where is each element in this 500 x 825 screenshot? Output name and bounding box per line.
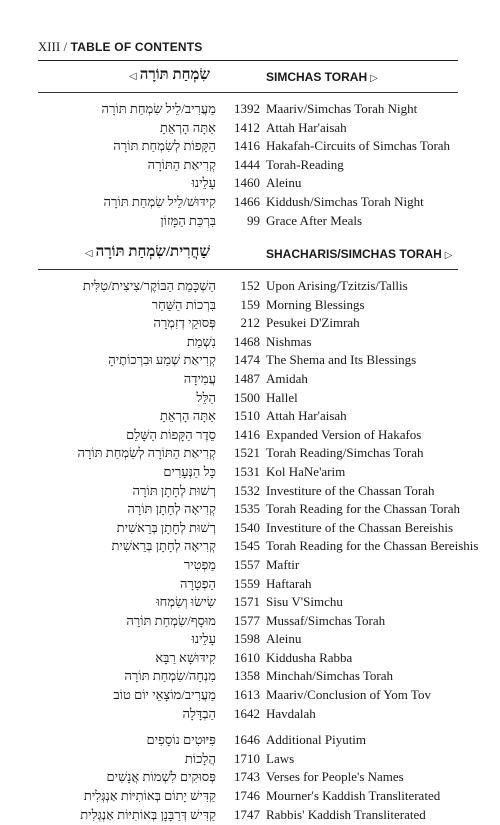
toc-entry <box>38 371 458 390</box>
ornament-triangle-icon: ▷ <box>444 250 453 261</box>
section-title-english-text: SHACHARIS/SIMCHAS TORAH <box>266 247 442 261</box>
toc-entry-english: Torah Reading for the Chassan Torah <box>266 501 460 517</box>
toc-entry-hebrew: מַעֲרִיב/מוֹצָאֵי יוֹם טוֹב <box>113 687 216 703</box>
toc-entry <box>38 576 458 595</box>
toc-entry-hebrew: אַתָּה הָרְאֵתָ <box>159 119 216 135</box>
toc-entry-english: Aleinu <box>266 175 302 191</box>
toc-entry-hebrew: קְרִיאַת שְׁמַע וּבִרְכוֹתֶיהָ <box>108 352 216 368</box>
toc-entry-english: Torah Reading for the Chassan Bereishis <box>266 538 479 554</box>
toc-entry-english: Hallel <box>266 389 298 405</box>
toc-entry-hebrew: בִּרְכַּת הַמָּזוֹן <box>160 212 216 228</box>
page-header <box>38 40 203 55</box>
toc-entry-page: 1468 <box>234 333 260 349</box>
toc-entry-page: 1510 <box>234 408 260 424</box>
toc-entry-page: 1646 <box>234 732 260 748</box>
toc-entry-page: 1613 <box>234 687 260 703</box>
toc-entry-page: 1598 <box>234 631 260 647</box>
toc-entry-page: 1642 <box>234 705 260 721</box>
toc-entry <box>38 483 458 502</box>
toc-entry-page: 1747 <box>234 806 260 822</box>
toc-entry-page: 99 <box>247 212 260 228</box>
toc-entry-hebrew: מַעֲרִיב/לֵיל שִׂמְחַת תּוֹרָה <box>101 101 216 116</box>
toc-entry-hebrew: נִשְׁמַת <box>186 333 216 349</box>
toc-entry-english: Minchah/Simchas Torah <box>266 668 394 684</box>
toc-entry-hebrew: רְשׁוּת לְחָתָן בְּרֵאשִׁית <box>116 519 216 535</box>
section-title-english <box>266 70 381 84</box>
toc-entry-english: Maftir <box>266 556 300 572</box>
toc-entry-hebrew: עֲמִידָה <box>183 370 216 386</box>
section-title-hebrew <box>126 67 210 84</box>
toc-entry-english: Amidah <box>266 370 308 386</box>
toc-entry-page: 152 <box>240 278 260 293</box>
toc-entry-english: Mussaf/Simchas Torah <box>266 612 386 628</box>
toc-entry <box>38 538 479 557</box>
toc-entry-english: Mourner's Kaddish Transliterated <box>266 788 441 804</box>
toc-entry-english: Verses for People's Names <box>266 769 404 785</box>
toc-entry <box>38 687 458 706</box>
toc-entry-page: 1466 <box>234 193 260 209</box>
toc-entry-english: Grace After Meals <box>266 212 363 228</box>
toc-entry <box>38 732 458 751</box>
toc-entry-english: Kiddusha Rabba <box>266 649 353 665</box>
page-title: TABLE OF CONTENTS <box>70 40 203 54</box>
toc-entry-english: Attah Har'aisah <box>266 408 347 424</box>
toc-entry-page: 1416 <box>234 138 260 154</box>
toc-entry-hebrew: קְרִיאָה לְחָתָן תּוֹרָה <box>127 501 216 517</box>
toc-entry <box>38 769 458 788</box>
toc-entry-hebrew: מַפְטִיר <box>183 556 216 572</box>
toc-entry <box>38 194 458 213</box>
toc-entry-english: Havdalah <box>266 705 316 721</box>
toc-entry-english: Maariv/Simchas Torah Night <box>266 101 418 116</box>
toc-entry-hebrew: מוּסָף/שִׂמְחַת תּוֹרָה <box>126 612 216 628</box>
toc-entry-hebrew: סֵדֶר הַקָּפוֹת הַשָּׁלֵם <box>126 426 216 442</box>
section-simchas-torah <box>38 66 458 231</box>
toc-entry-hebrew: עָלֵינוּ <box>191 175 216 191</box>
toc-entry <box>38 594 458 613</box>
toc-entry-hebrew: קְרִיאָה לְחָתָן בְּרֵאשִׁית <box>111 538 216 554</box>
toc-entry-page: 1577 <box>234 612 260 628</box>
toc-entry-hebrew: בִּרְכוֹת הַשַּׁחַר <box>151 296 216 312</box>
toc-entry-hebrew: מִנְחָה/שִׂמְחַת תּוֹרָה <box>124 668 216 684</box>
toc-entry <box>38 751 458 770</box>
toc-entry-hebrew: הַבְדָּלָה <box>182 705 216 721</box>
toc-entry <box>38 650 458 669</box>
toc-entry-hebrew: כָּל הַנְּעָרִים <box>163 463 216 479</box>
toc-entry <box>38 631 458 650</box>
toc-entry-page: 1540 <box>234 519 260 535</box>
toc-entry-page: 1444 <box>234 156 260 172</box>
toc-entry-hebrew: קִידּוּשָׁא רַבָּא <box>155 649 216 665</box>
toc-entry-page: 1532 <box>234 482 260 498</box>
toc-entry-hebrew: הַקָּפוֹת לְשִׂמְחַת תּוֹרָה <box>113 138 216 154</box>
toc-list <box>38 101 458 231</box>
toc-entry-english: Pesukei D'Zimrah <box>266 315 360 331</box>
section-rule <box>38 92 458 93</box>
toc-entry <box>38 297 458 316</box>
section-rule <box>38 269 458 270</box>
toc-entry-english: Sisu V'Simchu <box>266 594 343 610</box>
toc-entry-page: 1743 <box>234 769 260 785</box>
toc-entry-page: 1559 <box>234 575 260 591</box>
header-rule <box>38 60 458 61</box>
toc-entry-english: Torah Reading/Simchas Torah <box>266 445 424 461</box>
toc-entry <box>38 175 458 194</box>
toc-entry <box>38 557 458 576</box>
toc-entry-page: 1460 <box>234 175 260 191</box>
section-title-hebrew-text: שַׁחֲרִית/שִׂמְחַת תּוֹרָה <box>95 244 210 260</box>
toc-entry <box>38 445 458 464</box>
toc-entry-english: Expanded Version of Hakafos <box>266 426 422 442</box>
section-title-row <box>38 243 458 267</box>
toc-entry <box>38 807 458 825</box>
toc-entry-page: 1535 <box>234 501 260 517</box>
toc-entry <box>38 464 458 483</box>
toc-entry-english: Torah-Reading <box>266 156 344 172</box>
toc-entry-english: Investiture of the Chassan Torah <box>266 482 435 498</box>
toc-entry <box>38 157 458 176</box>
toc-entry-hebrew: פִּיּוּטִים נוֹסָפִים <box>146 732 216 748</box>
toc-entry-hebrew: פְּסוּקֵי דְזִמְרָה <box>153 315 216 331</box>
toc-entry-english: Nishmas <box>266 333 312 349</box>
section-title-hebrew <box>82 244 210 261</box>
toc-entry-english: Attah Har'aisah <box>266 119 347 135</box>
toc-entry-page: 1610 <box>234 649 260 665</box>
toc-entry-english: Rabbis' Kaddish Transliterated <box>266 806 426 822</box>
list-spacer <box>38 724 458 732</box>
toc-entry-hebrew: הַשְׁכָּמַת הַבּוֹקֶר/צִיצִית/טַלִּית <box>82 278 216 293</box>
toc-entry-hebrew: הַפְטָרָה <box>179 575 216 591</box>
toc-entry-page: 1521 <box>234 445 260 461</box>
toc-entry-english: Kol HaNe'arim <box>266 463 346 479</box>
toc-entry-page: 1710 <box>234 750 260 766</box>
toc-entry <box>38 138 458 157</box>
section-title-hebrew-text: שִׂמְחַת תּוֹרָה <box>139 67 210 83</box>
page-number: XIII / <box>38 40 68 54</box>
toc-entry-english: Hakafah-Circuits of Simchas Torah <box>266 138 451 154</box>
toc-entry <box>38 390 458 409</box>
section-title-row <box>38 66 458 90</box>
toc-entry <box>38 706 458 725</box>
toc-entry <box>38 501 458 520</box>
toc-entry <box>38 613 458 632</box>
toc-entry-page: 1500 <box>234 389 260 405</box>
toc-entry-english: The Shema and Its Blessings <box>266 352 417 368</box>
toc-entry-hebrew: עָלֵינוּ <box>191 631 216 647</box>
toc-entry <box>38 334 458 353</box>
ornament-triangle-icon: ◁ <box>84 248 93 259</box>
toc-entry-page: 1392 <box>234 101 260 116</box>
toc-entry-hebrew: קְרִיאַת הַתּוֹרָה <box>147 156 216 172</box>
toc-entry-hebrew: הֲלָכוֹת <box>184 750 216 766</box>
toc-list <box>38 278 479 825</box>
section-title-english-text: SIMCHAS TORAH <box>266 70 368 84</box>
toc-entry-english: Investiture of the Chassan Bereishis <box>266 519 454 535</box>
toc-entry <box>38 408 458 427</box>
toc-entry-english: Additional Piyutim <box>266 732 367 748</box>
toc-entry <box>38 352 458 371</box>
toc-entry-english: Laws <box>266 750 295 766</box>
toc-entry-hebrew: קִידּוּשׁ/לֵיל שִׂמְחַת תּוֹרָה <box>103 193 216 209</box>
toc-entry <box>38 427 458 446</box>
toc-entry-hebrew: קַדִּישׁ דְּרַבָּנָן בְּאוֹתִיּוֹת אַנְגְּלִית <box>80 806 216 822</box>
toc-entry-english: Haftarah <box>266 575 312 591</box>
toc-entry <box>38 213 458 232</box>
toc-entry-hebrew: קַדִּישׁ יָתוֹם בְּאוֹתִיּוֹת אַנְגְּלִית <box>83 788 216 804</box>
section-shacharis-simchas-torah <box>38 243 479 825</box>
toc-entry <box>38 788 458 807</box>
toc-entry <box>38 315 458 334</box>
toc-entry-page: 1487 <box>234 370 260 386</box>
toc-entry <box>38 120 458 139</box>
toc-entry-english: Maariv/Conclusion of Yom Tov <box>266 687 431 703</box>
toc-entry-english: Aleinu <box>266 631 302 647</box>
toc-entry-hebrew: פְּסוּקִים לִשְׁמוֹת אֲנָשִׁים <box>106 769 216 785</box>
toc-entry <box>38 668 458 687</box>
toc-entry <box>38 520 458 539</box>
ornament-triangle-icon: ▷ <box>370 73 378 84</box>
toc-entry-page: 1531 <box>234 463 260 479</box>
toc-entry-page: 159 <box>240 296 260 312</box>
toc-entry-page: 1416 <box>234 426 260 442</box>
toc-entry-page: 1474 <box>234 352 260 368</box>
toc-entry-english: Morning Blessings <box>266 296 365 312</box>
toc-entry-page: 1557 <box>234 556 260 572</box>
toc-entry-page: 1571 <box>234 594 260 610</box>
toc-entry-hebrew: שִׂישׂוּ וְשִׂמְחוּ <box>156 594 216 610</box>
toc-entry-english: Upon Arising/Tzitzis/Tallis <box>266 278 408 293</box>
toc-entry-page: 1412 <box>234 119 260 135</box>
toc-entry-hebrew: רְשׁוּת לְחָתָן תּוֹרָה <box>132 482 216 498</box>
toc-entry-hebrew: קְרִיאַת הַתּוֹרָה לְשִׂמְחַת תּוֹרָה <box>77 445 216 461</box>
toc-entry-english: Kiddush/Simchas Torah Night <box>266 193 424 209</box>
ornament-triangle-icon: ◁ <box>129 71 137 82</box>
toc-entry-page: 212 <box>240 315 260 331</box>
section-title-english <box>266 247 456 261</box>
toc-entry-hebrew: הַלֵּל <box>196 389 216 405</box>
toc-entry <box>38 278 458 297</box>
toc-entry <box>38 101 458 120</box>
toc-entry-page: 1545 <box>234 538 260 554</box>
toc-entry-hebrew: אַתָּה הָרְאֵתָ <box>159 408 216 424</box>
toc-entry-page: 1746 <box>234 788 260 804</box>
toc-entry-page: 1358 <box>234 668 260 684</box>
